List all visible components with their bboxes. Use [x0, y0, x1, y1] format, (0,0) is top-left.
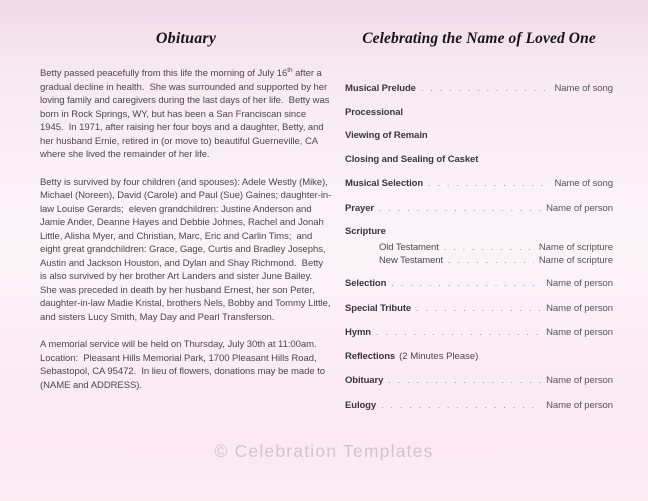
- program-item-value: Name of person: [546, 278, 613, 289]
- program-title: Celebrating the Name of Loved One: [362, 30, 596, 47]
- program-item-musical-selection: [345, 177, 613, 190]
- obituary-paragraph-2: Betty is survived by four children (and spouses): Adele Westly (Mike), Michael (Noreen), David (Carole) and Paul (Sue) Gaines; daughter-in-law Louise Gerards; eleven grandchildren: Justine Anderson and Jamie Ander, Deanne Hayes and Debbie Johnes, Rachel and Jonah Little, Alisha Myer, and Christian, Marc, Eric and Carlin Tims; and eight great grandchildren: Grace, Gage, Curtis and Bradley Josephs, Austin and Jackson Houston, and Dylan and Shay Richmond. Betty is also survived by her brother Art Landers and sister June Bailey. She was preceded in death by her husband Ernest, her son Peter, daughter-in-law Madie Kristal, brothers Nels, Bobby and Tommy Little, and sisters Lucy Smith, May Day and Pearl Transferson.: [40, 176, 334, 323]
- program-subitem-new-testament: [345, 254, 613, 267]
- dotted-leader: [416, 302, 541, 314]
- dotted-leader: [381, 399, 541, 411]
- program-item-label: Closing and Sealing of Casket: [345, 153, 479, 165]
- program-item-eulogy: [345, 399, 613, 412]
- order-of-service-column: [345, 30, 613, 423]
- program-item-value: Name of person: [546, 202, 613, 214]
- obituary-title: Obituary: [155, 30, 217, 47]
- program-subitem-value: Name of scripture: [538, 255, 613, 266]
- program-item-obituary: [345, 374, 613, 387]
- program-item-value: Name of person: [546, 327, 613, 338]
- dotted-leader: [428, 177, 549, 189]
- program-item-value: Name of person: [546, 375, 613, 386]
- program-item-label: Selection: [345, 278, 387, 289]
- obituary-paragraph-1: [40, 67, 332, 162]
- program-item-label: Special Tribute: [345, 302, 412, 314]
- dotted-leader: [391, 277, 541, 289]
- program-item-viewing-of-remain: [345, 130, 613, 142]
- program-item-musical-prelude: [345, 82, 613, 95]
- program-item-value: Name of song: [554, 178, 613, 189]
- program-item-scripture-group: [345, 226, 613, 267]
- dotted-leader: [421, 82, 550, 94]
- program-item-hymn: [345, 326, 613, 339]
- program-item-note: (2 Minutes Please): [399, 350, 479, 362]
- watermark: © Celebration Templates: [214, 441, 434, 461]
- dotted-leader: [444, 241, 534, 253]
- program-item-label: Obituary: [345, 375, 384, 386]
- obituary-p1-rest: after a gradual decline in health. She was surrounded and supported by her loving family and caregivers during the last days of her life. Betty was born in Rock Springs, WY, but has been a San Franciscan since 1945. In 1971, after raising her four boys and a daughter, Betty, and her husband Ernie, retired in (or move to) beautiful Guerneville, CA where she lived the remainder of her life.: [40, 68, 333, 160]
- program-item-label: Hymn: [345, 327, 371, 338]
- program-item-processional: [345, 107, 613, 119]
- program-item-label: Reflections: [345, 350, 396, 362]
- program-item-value: Name of person: [546, 302, 613, 314]
- program-item-closing-and-sealing: [345, 154, 613, 166]
- program-item-label: Musical Prelude: [345, 83, 416, 94]
- dotted-leader: [376, 326, 541, 338]
- dotted-leader: [388, 374, 541, 386]
- dotted-leader: [379, 202, 541, 214]
- program-item-reflections: [345, 351, 613, 363]
- program-item-special-tribute: [345, 302, 613, 315]
- program-subitem-old-testament: [345, 241, 613, 254]
- program-item-label: Viewing of Remain: [345, 130, 428, 141]
- ordinal-superscript: th: [287, 66, 293, 74]
- program-item-value: Name of person: [546, 399, 613, 411]
- program-subitem-label: New Testament: [379, 255, 443, 266]
- program-item-scripture: [345, 226, 613, 238]
- obituary-column: [40, 30, 332, 406]
- obituary-p1-text: Betty passed peacefully from this life the morning of July 16: [40, 68, 288, 79]
- program-item-selection: [345, 277, 613, 290]
- program-item-label: Processional: [345, 106, 403, 118]
- dotted-leader: [448, 254, 534, 266]
- program-subitem-value: Name of scripture: [538, 241, 613, 253]
- program-item-value: Name of song: [554, 83, 613, 94]
- program-item-label: Prayer: [345, 202, 374, 214]
- program-item-label: Musical Selection: [345, 178, 424, 189]
- program-subitem-label: Old Testament: [379, 241, 439, 253]
- program-item-prayer: [345, 202, 613, 215]
- obituary-paragraph-3: A memorial service will be held on Thursday, July 30th at 11:00am. Location: Pleasant Hills Memorial Park, 1700 Pleasant Hills Road, Sebastopol, CA 95472. In lieu of flowers, donations may be made to (NAME and ADDRESS).: [40, 339, 328, 391]
- program-item-label: Eulogy: [345, 399, 377, 411]
- program-item-label: Scripture: [345, 226, 386, 237]
